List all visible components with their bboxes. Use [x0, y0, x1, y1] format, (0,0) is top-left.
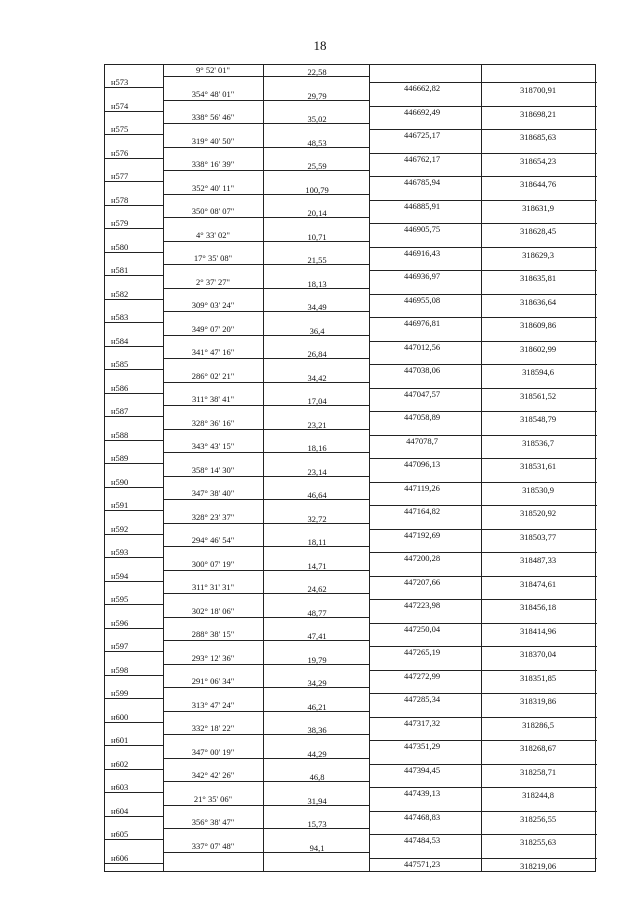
direction-angle: 354° 48' 01" [191, 88, 235, 99]
column-divider [263, 65, 264, 871]
row-rule [105, 557, 163, 558]
y-coordinate: 318414,96 [519, 625, 557, 636]
row-rule [369, 529, 597, 530]
row-rule [105, 722, 163, 723]
point-name: н590 [111, 476, 129, 487]
row-rule [369, 458, 597, 459]
y-coordinate: 318609,86 [519, 320, 557, 330]
row-rule [163, 664, 369, 665]
row-rule [105, 698, 163, 699]
point-name: н573 [111, 77, 129, 87]
row-rule [105, 134, 163, 135]
y-coordinate: 318268,67 [519, 743, 557, 753]
row-rule [369, 599, 597, 600]
x-coordinate: 447250,04 [403, 623, 441, 634]
point-name: н589 [111, 453, 129, 463]
segment-length: 94,1 [309, 842, 325, 853]
y-coordinate: 318256,55 [519, 813, 557, 824]
row-rule [105, 416, 163, 417]
row-rule [369, 388, 597, 389]
segment-length: 22,58 [307, 67, 327, 77]
x-coordinate: 447285,34 [403, 694, 441, 704]
y-coordinate: 318370,04 [519, 649, 557, 659]
row-rule [163, 828, 369, 829]
point-name: н593 [111, 547, 129, 557]
point-name: н606 [111, 852, 129, 863]
row-rule [105, 346, 163, 347]
direction-angle: 288° 38' 15" [191, 629, 235, 639]
row-rule [163, 358, 369, 359]
column-divider [481, 65, 482, 871]
row-rule [163, 734, 369, 735]
row-rule [369, 247, 597, 248]
x-coordinate: 446936,97 [403, 271, 441, 281]
x-coordinate: 447272,99 [403, 670, 441, 681]
row-rule [369, 294, 597, 295]
y-coordinate: 318548,79 [519, 414, 557, 424]
segment-length: 31,94 [307, 795, 327, 806]
row-rule [163, 546, 369, 547]
row-rule [369, 787, 597, 788]
segment-length: 100,79 [305, 184, 329, 195]
y-coordinate: 318561,52 [519, 390, 557, 401]
point-name: н604 [111, 805, 129, 816]
row-rule [105, 816, 163, 817]
row-rule [369, 834, 597, 835]
row-rule [163, 781, 369, 782]
y-coordinate: 318685,63 [519, 132, 557, 142]
x-coordinate: 447058,89 [403, 412, 441, 422]
row-rule [369, 106, 597, 107]
point-name: н584 [111, 335, 129, 346]
row-rule [105, 181, 163, 182]
y-coordinate: 318319,86 [519, 696, 557, 706]
row-rule [105, 299, 163, 300]
direction-angle: 311° 38' 41" [191, 394, 235, 404]
segment-length: 24,62 [307, 584, 327, 594]
direction-angle: 293° 12' 36" [191, 652, 235, 663]
row-rule [105, 769, 163, 770]
point-name: н595 [111, 594, 129, 604]
direction-angle: 343° 43' 15" [191, 441, 235, 451]
x-coordinate: 446662,82 [403, 83, 441, 93]
row-rule [163, 194, 369, 195]
row-rule [105, 322, 163, 323]
row-rule [163, 499, 369, 500]
y-coordinate: 318255,63 [519, 837, 557, 847]
row-rule [369, 576, 597, 577]
segment-length: 34,29 [307, 678, 327, 688]
direction-angle: 352° 40' 11" [191, 182, 235, 193]
row-rule [163, 123, 369, 124]
row-rule [105, 745, 163, 746]
segment-length: 18,16 [307, 443, 327, 453]
direction-angle: 9° 52' 01" [196, 65, 230, 75]
direction-angle: 302° 18' 06" [191, 605, 235, 616]
y-coordinate: 318636,64 [519, 296, 557, 307]
row-rule [105, 111, 163, 112]
segment-length: 23,21 [307, 419, 327, 430]
y-coordinate: 318258,71 [519, 766, 557, 777]
direction-angle: 342° 42' 26" [191, 770, 235, 780]
direction-angle: 17° 35' 08" [193, 253, 233, 263]
point-name: н587 [111, 406, 129, 416]
row-rule [105, 792, 163, 793]
point-name: н597 [111, 641, 129, 651]
segment-length: 18,13 [307, 278, 327, 289]
y-coordinate: 318602,99 [519, 343, 557, 354]
x-coordinate: 447439,13 [403, 788, 441, 798]
row-rule [105, 510, 163, 511]
x-coordinate: 446955,08 [403, 294, 441, 305]
y-coordinate: 318244,8 [522, 790, 554, 800]
segment-length: 48,53 [307, 137, 327, 148]
point-name: н583 [111, 312, 129, 322]
y-coordinate: 318520,92 [519, 508, 557, 518]
row-rule [369, 646, 597, 647]
x-coordinate: 447200,28 [403, 553, 441, 563]
row-rule [369, 740, 597, 741]
y-coordinate: 318351,85 [519, 672, 557, 683]
point-name: н598 [111, 664, 129, 675]
x-coordinate: 447047,57 [403, 388, 441, 399]
y-coordinate: 318628,45 [519, 226, 557, 236]
row-rule [369, 858, 597, 859]
row-rule [105, 252, 163, 253]
row-rule [105, 581, 163, 582]
x-coordinate: 447223,98 [403, 600, 441, 610]
direction-angle: 349° 07' 20" [191, 323, 235, 334]
y-coordinate: 318286,5 [522, 719, 554, 730]
row-rule [105, 604, 163, 605]
y-coordinate: 318700,91 [519, 85, 557, 95]
point-name: н603 [111, 782, 129, 792]
row-rule [163, 217, 369, 218]
row-rule [105, 205, 163, 206]
direction-angle: 311° 31' 31" [191, 582, 235, 592]
segment-length: 34,42 [307, 372, 327, 383]
segment-length: 38,36 [307, 725, 327, 735]
segment-length: 23,14 [307, 466, 327, 477]
segment-length: 15,73 [307, 819, 327, 829]
segment-length: 17,04 [307, 396, 327, 406]
x-coordinate: 447207,66 [403, 576, 441, 587]
x-coordinate: 447192,69 [403, 529, 441, 540]
row-rule [369, 82, 597, 83]
direction-angle: 300° 07' 19" [191, 558, 235, 569]
direction-angle: 291° 06' 34" [191, 676, 235, 686]
row-rule [163, 241, 369, 242]
direction-angle: 358° 14' 30" [191, 464, 235, 475]
y-coordinate: 318531,61 [519, 461, 557, 471]
segment-length: 46,21 [307, 701, 327, 712]
direction-angle: 328° 23' 37" [191, 511, 235, 522]
row-rule [163, 805, 369, 806]
row-rule [163, 593, 369, 594]
x-coordinate: 446976,81 [403, 318, 441, 328]
point-name: н580 [111, 241, 129, 252]
y-coordinate: 318635,81 [519, 273, 557, 283]
segment-length: 44,29 [307, 748, 327, 759]
row-rule [163, 288, 369, 289]
x-coordinate: 446785,94 [403, 177, 441, 187]
segment-length: 20,14 [307, 208, 327, 218]
row-rule [369, 270, 597, 271]
row-rule [105, 393, 163, 394]
row-rule [369, 764, 597, 765]
row-rule [163, 617, 369, 618]
coordinates-table [104, 64, 596, 872]
y-coordinate: 318631,9 [522, 202, 554, 213]
point-name: н576 [111, 147, 129, 158]
point-name: н585 [111, 359, 129, 369]
row-rule [163, 382, 369, 383]
row-rule [105, 440, 163, 441]
direction-angle: 21° 35' 06" [193, 793, 233, 804]
point-name: н601 [111, 735, 129, 745]
point-name: н596 [111, 617, 129, 628]
row-rule [369, 693, 597, 694]
row-rule [369, 341, 597, 342]
segment-length: 14,71 [307, 560, 327, 571]
segment-length: 46,8 [309, 772, 325, 782]
point-name: н600 [111, 711, 129, 722]
row-rule [369, 364, 597, 365]
row-rule [369, 623, 597, 624]
direction-angle: 319° 40' 50" [191, 135, 235, 146]
x-coordinate: 447571,23 [403, 858, 441, 869]
segment-length: 25,59 [307, 161, 327, 171]
point-name: н579 [111, 218, 129, 228]
y-coordinate: 318594,6 [522, 367, 554, 377]
y-coordinate: 318644,76 [519, 179, 557, 189]
row-rule [163, 523, 369, 524]
page-number: 18 [313, 38, 327, 53]
direction-angle: 337° 07' 48" [191, 840, 235, 851]
point-name: н586 [111, 382, 129, 393]
direction-angle: 350° 08' 07" [191, 206, 235, 216]
y-coordinate: 318629,3 [522, 249, 554, 260]
row-rule [163, 476, 369, 477]
row-rule [105, 863, 163, 864]
x-coordinate: 446916,43 [403, 247, 441, 258]
x-coordinate: 446762,17 [403, 153, 441, 164]
row-rule [163, 640, 369, 641]
row-rule [369, 223, 597, 224]
row-rule [163, 335, 369, 336]
x-coordinate: 447119,26 [404, 482, 440, 493]
direction-angle: 4° 33' 02" [196, 229, 230, 240]
row-rule [369, 811, 597, 812]
direction-angle: 341° 47' 16" [191, 347, 235, 357]
point-name: н577 [111, 171, 129, 181]
x-coordinate: 447012,56 [403, 341, 441, 352]
y-coordinate: 318456,18 [519, 602, 557, 612]
segment-length: 47,41 [307, 631, 327, 641]
x-coordinate: 446725,17 [403, 130, 441, 140]
direction-angle: 356° 38' 47" [191, 817, 235, 827]
y-coordinate: 318487,33 [519, 555, 557, 565]
y-coordinate: 318219,06 [519, 860, 557, 871]
x-coordinate: 447265,19 [403, 647, 441, 657]
direction-angle: 294° 46' 54" [191, 535, 235, 545]
x-coordinate: 447468,83 [403, 811, 441, 822]
direction-angle: 309° 03' 24" [191, 300, 235, 310]
point-name: н575 [111, 124, 129, 134]
point-name: н602 [111, 758, 129, 769]
row-rule [369, 505, 597, 506]
y-coordinate: 318474,61 [519, 578, 557, 589]
row-rule [163, 147, 369, 148]
row-rule [105, 369, 163, 370]
row-rule [163, 405, 369, 406]
direction-angle: 2° 37' 27" [196, 276, 230, 287]
y-coordinate: 318654,23 [519, 155, 557, 166]
y-coordinate: 318503,77 [519, 531, 557, 542]
row-rule [163, 852, 369, 853]
x-coordinate: 447164,82 [403, 506, 441, 516]
direction-angle: 286° 02' 21" [191, 370, 235, 381]
x-coordinate: 447096,13 [403, 459, 441, 469]
row-rule [105, 87, 163, 88]
x-coordinate: 447394,45 [403, 764, 441, 775]
row-rule [369, 717, 597, 718]
row-rule [369, 129, 597, 130]
y-coordinate: 318530,9 [522, 484, 554, 495]
row-rule [369, 552, 597, 553]
row-rule [163, 264, 369, 265]
direction-angle: 332° 18' 22" [191, 723, 235, 733]
row-rule [163, 452, 369, 453]
y-coordinate: 318698,21 [519, 108, 557, 119]
direction-angle: 313° 47' 24" [191, 699, 235, 710]
row-rule [369, 200, 597, 201]
row-rule [369, 317, 597, 318]
direction-angle: 338° 16' 39" [191, 159, 235, 169]
row-rule [105, 228, 163, 229]
point-name: н581 [111, 265, 129, 275]
segment-length: 36,4 [309, 325, 325, 336]
point-name: н582 [111, 288, 129, 299]
row-rule [163, 758, 369, 759]
direction-angle: 328° 36' 16" [191, 417, 235, 428]
row-rule [105, 839, 163, 840]
point-name: н594 [111, 570, 129, 581]
row-rule [163, 429, 369, 430]
x-coordinate: 447484,53 [403, 835, 441, 845]
segment-length: 35,02 [307, 114, 327, 124]
row-rule [369, 435, 597, 436]
row-rule [369, 176, 597, 177]
segment-length: 21,55 [307, 255, 327, 265]
row-rule [105, 158, 163, 159]
point-name: н605 [111, 829, 129, 839]
segment-length: 48,77 [307, 607, 327, 618]
x-coordinate: 447038,06 [403, 365, 441, 375]
row-rule [369, 153, 597, 154]
y-coordinate: 318536,7 [522, 437, 554, 448]
row-rule [163, 100, 369, 101]
point-name: н591 [111, 500, 129, 510]
segment-length: 32,72 [307, 513, 327, 524]
point-name: н588 [111, 429, 129, 440]
row-rule [163, 687, 369, 688]
segment-length: 18,11 [307, 537, 327, 547]
direction-angle: 347° 38' 40" [191, 488, 235, 498]
point-name: н574 [111, 100, 129, 111]
point-name: н592 [111, 523, 129, 534]
point-name: н578 [111, 194, 129, 205]
row-rule [163, 76, 369, 77]
row-rule [163, 711, 369, 712]
row-rule [105, 651, 163, 652]
row-rule [369, 482, 597, 483]
row-rule [163, 170, 369, 171]
x-coordinate: 446885,91 [403, 200, 441, 211]
row-rule [369, 670, 597, 671]
row-rule [163, 570, 369, 571]
x-coordinate: 446905,75 [403, 224, 441, 234]
segment-length: 26,84 [307, 349, 327, 359]
row-rule [105, 628, 163, 629]
x-coordinate: 446692,49 [403, 106, 441, 117]
direction-angle: 347° 00' 19" [191, 746, 235, 757]
row-rule [105, 463, 163, 464]
x-coordinate: 447351,29 [403, 741, 441, 751]
segment-length: 10,71 [307, 231, 327, 242]
segment-length: 29,79 [307, 90, 327, 101]
row-rule [105, 275, 163, 276]
segment-length: 34,49 [307, 302, 327, 312]
point-name: н599 [111, 688, 129, 698]
segment-length: 46,64 [307, 490, 327, 500]
row-rule [105, 487, 163, 488]
direction-angle: 338° 56' 46" [191, 112, 235, 122]
segment-length: 19,79 [307, 654, 327, 665]
row-rule [105, 675, 163, 676]
x-coordinate: 447317,32 [403, 717, 441, 728]
x-coordinate: 447078,7 [406, 435, 438, 446]
row-rule [105, 534, 163, 535]
row-rule [369, 411, 597, 412]
row-rule [163, 311, 369, 312]
